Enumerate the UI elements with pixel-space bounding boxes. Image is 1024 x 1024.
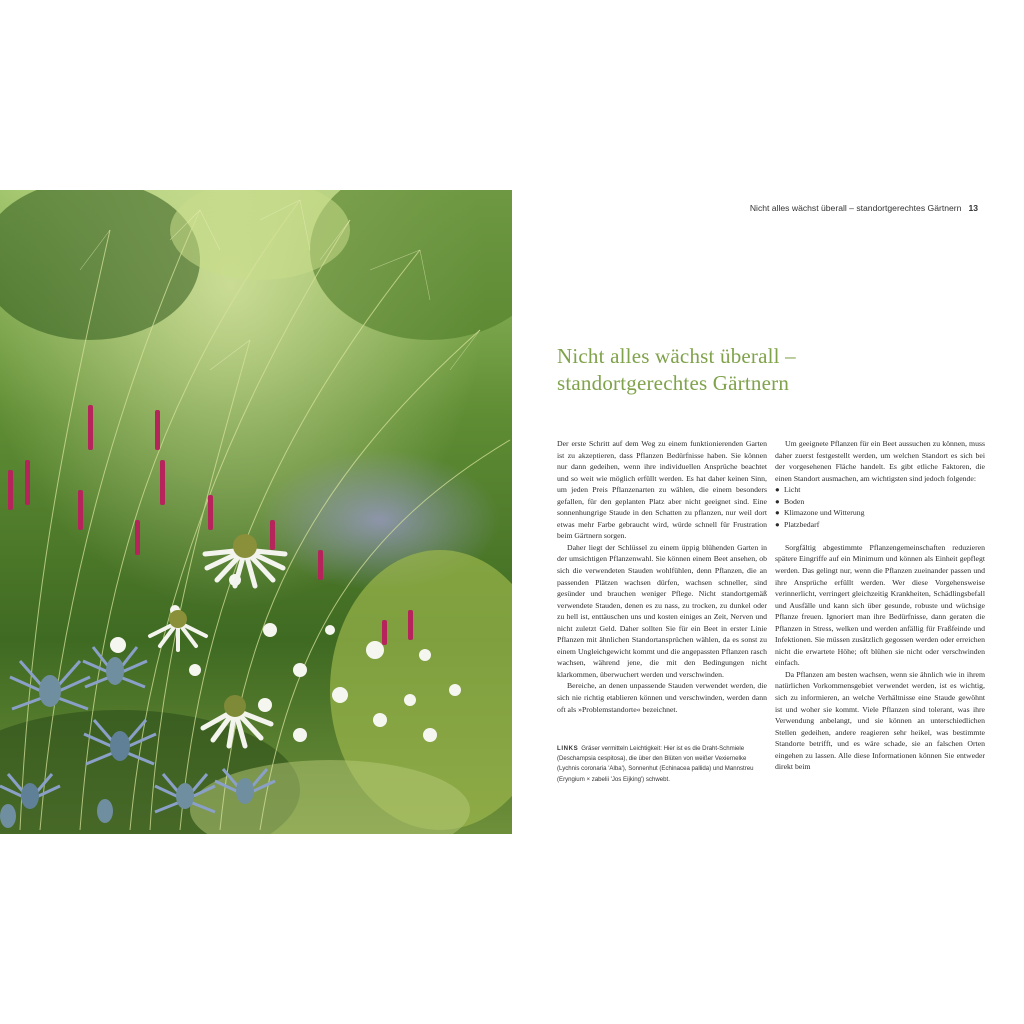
chapter-title xyxy=(557,343,977,397)
garden-photo xyxy=(0,190,512,834)
chapter-title-line-1: Nicht alles wächst überall – xyxy=(557,344,796,368)
list-item xyxy=(775,496,985,508)
page-number: 13 xyxy=(968,203,978,213)
list-item-label: Licht xyxy=(784,485,801,495)
paragraph: Daher liegt der Schlüssel zu einem üppig blühenden Garten in der umsichtigen Pflanzenwahl. Sie können einem Beet ansehen, ob sich die verwendeten Stauden wohlfühlen, denn Pflanzen, die an passenden Plätzen wachsen dürfen, wachsen schneller, sind gesünder und brauchen weniger Pflege. Nicht standortgemäß verwendete Stauden, denen es zu nass, zu trocken, zu dunkel oder zu hell ist, enttäuschen uns und kosten einiges an Zeit, Nerven und nicht zuletzt Geld. Daher sollten Sie für ein Beet in erster Linie Pflanzen mit ähnlichen Standortansprüchen wählen, da es sonst zu einem Ungleichgewicht kommt und die angepassten Pflanzen rasch wachsen, während jene, die mit den Bedingungen nicht klarkommen, überwuchert werden und verschwinden. xyxy=(557,542,767,679)
paragraph: Um geeignete Pflanzen für ein Beet aussuchen zu können, muss daher zuerst festgestellt werden, um welchen Standort es sich bei der vorgesehenen Fläche handelt. Es gibt etliche Faktoren, die einen Standort ausmachen, am wichtigsten sind jedoch folgende: xyxy=(775,439,985,483)
bullet-icon: ● xyxy=(775,496,780,506)
text-column-left xyxy=(557,438,767,715)
list-item-label: Klimazone und Witterung xyxy=(784,508,865,518)
caption-label: LINKS xyxy=(557,745,579,752)
paragraph: Bereiche, an denen unpassende Stauden verwendet werden, die sich nie richtig etablieren können und verschwinden, werden dann oft als »Problemstandorte« bezeichnet. xyxy=(557,681,767,714)
text-column-right xyxy=(775,438,985,773)
chapter-title-line-2: standortgerechtes Gärtnern xyxy=(557,371,790,395)
list-item-label: Boden xyxy=(784,496,805,506)
paragraph: Der erste Schritt auf dem Weg zu einem funktionierenden Garten ist zu akzeptieren, dass Pflanzen Bedürfnisse haben. Sie können nur dann gedeihen, wenn ihre individuellen Ansprüche beachtet und so weit wie möglich erfüllt werden. Es hat daher keinen Sinn, um jeden Preis Pflanzenarten zu wählen, die einem besonders gefallen, für den geplanten Platz aber nicht geeignet sind. Eine sonnenhungrige Staude in den Schatten zu pflanzen, nur weil dort etwas mehr Farbe gebraucht wird, würde schnell für Frustration beim Gärtnern sorgen. xyxy=(557,439,767,541)
running-title: Nicht alles wächst überall – standortgerechtes Gärtnern xyxy=(749,203,962,213)
list-item xyxy=(775,484,985,496)
bullet-icon: ● xyxy=(775,485,780,495)
bullet-list xyxy=(775,484,985,530)
photo-caption xyxy=(557,744,762,785)
running-header xyxy=(750,203,978,213)
list-item xyxy=(775,519,985,531)
paragraph: Da Pflanzen am besten wachsen, wenn sie ähnlich wie in ihrem natürlichen Vorkommensgebiet verwendet werden, ist es wichtig, sich zu informieren, an welche Verhältnisse eine Staude gewöhnt ist und woher sie kommt. Viele Pflanzen sind tolerant, was ihre Verwendung anbelangt, und sie können an unterschiedlichen Stellen gedeihen, andere reagieren sehr heikel, was bestimmte Standorte betrifft, und es wäre schade, sie an falschen Orten eingehen zu lassen. Alle diese Informationen können Sie entweder direkt beim xyxy=(775,669,985,772)
list-item-label: Platzbedarf xyxy=(784,519,820,529)
bullet-icon: ● xyxy=(775,508,780,518)
paragraph: Sorgfältig abgestimmte Pflanzengemeinschaften reduzieren spätere Eingriffe auf ein Minimum und können als Einheit gepflegt werden. Das gelingt nur, wenn die Pflanzen zueinander passen und ihre Ansprüche erfüllt werden. Wer diese Vorgehensweise verinnerlicht, verringert gleichzeitig Krankheiten, Schädlingsbefall und Ausfälle und kann sich über gesunde, robuste und wüchsige Pflanze freuen. Ignoriert man ihre Bedürfnisse, dann geraten die Pflanzen in Stress, welken und werden anfällig für Fraßfeinde und Infektionen. Sie müssen zusätzlich gegossen werden oder erreichen nicht die erwartete Höhe; oft blühen sie nicht oder verschwinden einfach. xyxy=(775,542,985,668)
list-item xyxy=(775,507,985,519)
bullet-icon: ● xyxy=(775,519,780,529)
caption-text: Gräser vermitteln Leichtigkeit: Hier ist es die Draht-Schmiele (Deschampsia cespitosa), die über den Blüten von weißer Vexiernelke (Lychnis coronaria 'Alba'), Sonnenhut (Echinacea pallida) und Mannstreu (Eryngium × zabelii 'Jos Eijking') schwebt. xyxy=(557,745,754,783)
